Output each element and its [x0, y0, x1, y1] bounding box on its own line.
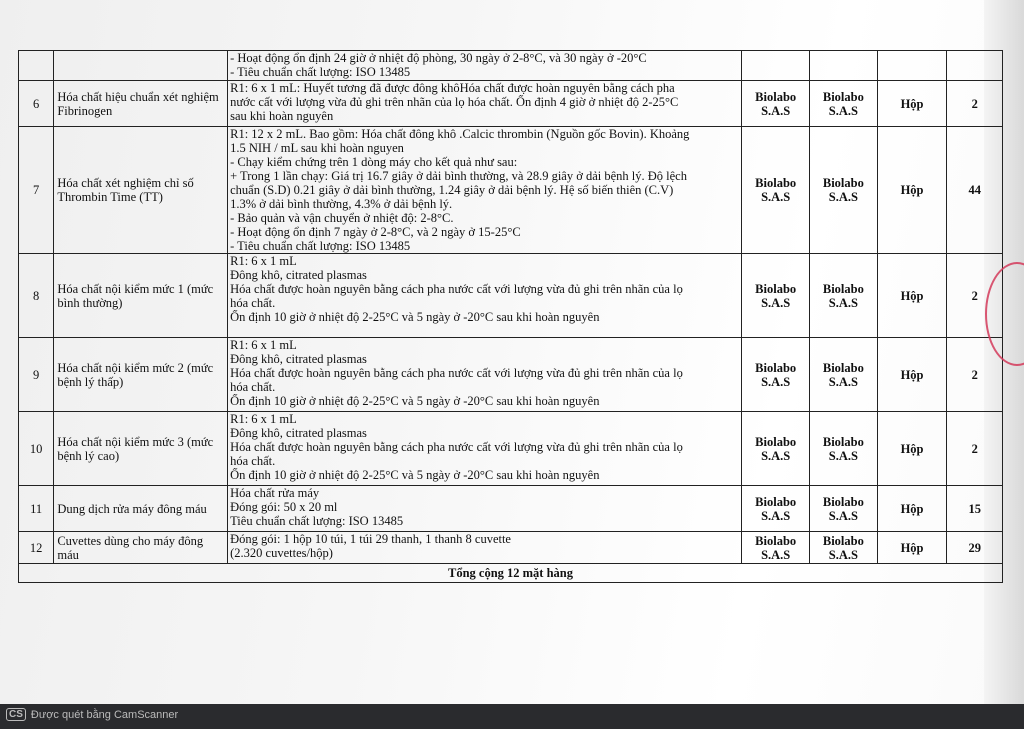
description-line: hóa chất.: [230, 380, 276, 394]
manufacturer: Biolabo S.A.S: [742, 254, 810, 338]
description-line: sau khi hoàn nguyên: [230, 109, 334, 123]
item-number: 11: [19, 486, 54, 532]
item-description: [228, 338, 742, 412]
total-row: [19, 564, 1003, 583]
origin-company: Biolabo S.A.S: [810, 532, 878, 564]
quantity: 29: [947, 532, 1003, 564]
unit: Hộp: [877, 81, 947, 127]
manufacturer: Biolabo S.A.S: [742, 486, 810, 532]
item-description: [228, 254, 742, 338]
description-line: Đông khô, citrated plasmas: [230, 268, 367, 282]
item-number: 10: [19, 412, 54, 486]
item-description: [228, 81, 742, 127]
item-name: Hóa chất hiệu chuẩn xét nghiệm Fibrinogen: [54, 81, 228, 127]
description-line: Ổn định 10 giờ ở nhiệt độ 2-25°C và 5 ngày ở -20°C sau khi hoàn nguyên: [230, 468, 600, 482]
unit: Hộp: [877, 338, 947, 412]
table-row: [19, 254, 1003, 338]
quantity: 2: [947, 412, 1003, 486]
camscanner-watermark: [6, 708, 178, 721]
description-line: Ổn định 10 giờ ở nhiệt độ 2-25°C và 5 ngày ở -20°C sau khi hoàn nguyên: [230, 310, 600, 324]
description-line: hóa chất.: [230, 296, 276, 310]
table-row: [19, 51, 1003, 81]
description-line: Đóng gói: 1 hộp 10 túi, 1 túi 29 thanh, 1 thanh 8 cuvette: [230, 532, 511, 546]
description-line: 1.3% ở dải bình thường, 4.3% ở dải bệnh lý.: [230, 197, 453, 211]
item-number: 7: [19, 127, 54, 254]
table-row: [19, 127, 1003, 254]
description-line: R1: 12 x 2 mL. Bao gồm: Hóa chất đông khô .Calcic thrombin (Nguồn gốc Bovin). Khoảng: [230, 127, 690, 141]
description-line: - Tiêu chuẩn chất lượng: ISO 13485: [230, 65, 411, 79]
unit: Hộp: [877, 532, 947, 564]
item-name: [54, 51, 228, 81]
total-label: Tổng cộng 12 mặt hàng: [19, 564, 1003, 583]
description-line: - Hoạt động ổn định 24 giờ ở nhiệt độ phòng, 30 ngày ở 2-8°C, và 30 ngày ở -20°C: [230, 51, 647, 65]
description-line: - Bảo quản và vận chuyển ở nhiệt độ: 2-8°C.: [230, 211, 454, 225]
description-line: R1: 6 x 1 mL: Huyết tương đã được đông khôHóa chất được hoàn nguyên bằng cách pha: [230, 81, 675, 95]
item-description: [228, 532, 742, 564]
item-name: Cuvettes dùng cho máy đông máu: [54, 532, 228, 564]
description-line: Hóa chất được hoàn nguyên bằng cách pha nước cất với lượng vừa đủ ghi trên nhãn của lọ: [230, 282, 683, 296]
item-name: Dung dịch rửa máy đông máu: [54, 486, 228, 532]
description-line: Tiêu chuẩn chất lượng: ISO 13485: [230, 514, 404, 528]
description-line: chuẩn (S.D) 0.21 giây ở dải bình thường, 1.24 giây ở dải bệnh lý. Hệ số biến thiên (C.V): [230, 183, 674, 197]
camscanner-text: Được quét bằng CamScanner: [30, 708, 179, 721]
origin-company: Biolabo S.A.S: [810, 412, 878, 486]
item-number: 6: [19, 81, 54, 127]
unit: Hộp: [877, 127, 947, 254]
unit: Hộp: [877, 412, 947, 486]
description-line: + Trong 1 lần chạy: Giá trị 16.7 giây ở dải bình thường, và 28.9 giây ở dải bệnh lý. Độ lệch: [230, 169, 687, 183]
quantity: 15: [947, 486, 1003, 532]
description-line: Hóa chất được hoàn nguyên bằng cách pha nước cất với lượng vừa đủ ghi trên nhãn của lọ: [230, 440, 683, 454]
quantity: 44: [947, 127, 1003, 254]
description-line: Đông khô, citrated plasmas: [230, 352, 367, 366]
manufacturer: [742, 51, 810, 81]
camscanner-logo: CS: [6, 708, 26, 721]
product-table-body: [19, 51, 1003, 564]
table-row: [19, 412, 1003, 486]
item-description: [228, 486, 742, 532]
origin-company: Biolabo S.A.S: [810, 81, 878, 127]
description-line: R1: 6 x 1 mL: [230, 254, 297, 268]
unit: Hộp: [877, 254, 947, 338]
quantity: 2: [947, 81, 1003, 127]
table-row: [19, 486, 1003, 532]
origin-company: [810, 51, 878, 81]
manufacturer: Biolabo S.A.S: [742, 81, 810, 127]
item-description: [228, 51, 742, 81]
item-name: Hóa chất nội kiểm mức 1 (mức bình thường): [54, 254, 228, 338]
item-name: Hóa chất nội kiểm mức 2 (mức bệnh lý thấp): [54, 338, 228, 412]
origin-company: Biolabo S.A.S: [810, 254, 878, 338]
description-line: Hóa chất được hoàn nguyên bằng cách pha nước cất với lượng vừa đủ ghi trên nhãn của lọ: [230, 366, 683, 380]
item-description: [228, 127, 742, 254]
table-row: [19, 81, 1003, 127]
description-line: (2.320 cuvettes/hộp): [230, 546, 333, 560]
manufacturer: Biolabo S.A.S: [742, 127, 810, 254]
description-line: Đông khô, citrated plasmas: [230, 426, 367, 440]
origin-company: Biolabo S.A.S: [810, 486, 878, 532]
description-line: nước cất với lượng vừa đủ ghi trên nhãn của lọ hóa chất. Ổn định 4 giờ ở nhiệt độ 2-25°C: [230, 95, 679, 109]
product-table: [18, 50, 1003, 583]
manufacturer: Biolabo S.A.S: [742, 338, 810, 412]
description-line: - Hoạt động ổn định 7 ngày ở 2-8°C, và 2 ngày ở 15-25°C: [230, 225, 521, 239]
item-name: Hóa chất xét nghiệm chỉ số Thrombin Time (TT): [54, 127, 228, 254]
description-line: - Chạy kiểm chứng trên 1 dòng máy cho kết quả như sau:: [230, 155, 518, 169]
item-number: 9: [19, 338, 54, 412]
origin-company: Biolabo S.A.S: [810, 338, 878, 412]
description-line: Đóng gói: 50 x 20 ml: [230, 500, 338, 514]
item-name: Hóa chất nội kiểm mức 3 (mức bệnh lý cao): [54, 412, 228, 486]
description-line: R1: 6 x 1 mL: [230, 338, 297, 352]
unit: [877, 51, 947, 81]
description-line: R1: 6 x 1 mL: [230, 412, 297, 426]
table-row: [19, 532, 1003, 564]
manufacturer: Biolabo S.A.S: [742, 532, 810, 564]
description-line: hóa chất.: [230, 454, 276, 468]
description-line: Ổn định 10 giờ ở nhiệt độ 2-25°C và 5 ngày ở -20°C sau khi hoàn nguyên: [230, 394, 600, 408]
quantity: 2: [947, 254, 1003, 338]
description-line: Hóa chất rửa máy: [230, 486, 320, 500]
table-row: [19, 338, 1003, 412]
quantity: 2: [947, 338, 1003, 412]
item-number: [19, 51, 54, 81]
item-number: 8: [19, 254, 54, 338]
quantity: [947, 51, 1003, 81]
item-description: [228, 412, 742, 486]
origin-company: Biolabo S.A.S: [810, 127, 878, 254]
unit: Hộp: [877, 486, 947, 532]
description-line: 1.5 NIH / mL sau khi hoàn nguyen: [230, 141, 404, 155]
description-line: - Tiêu chuẩn chất lượng: ISO 13485: [230, 239, 411, 253]
manufacturer: Biolabo S.A.S: [742, 412, 810, 486]
item-number: 12: [19, 532, 54, 564]
